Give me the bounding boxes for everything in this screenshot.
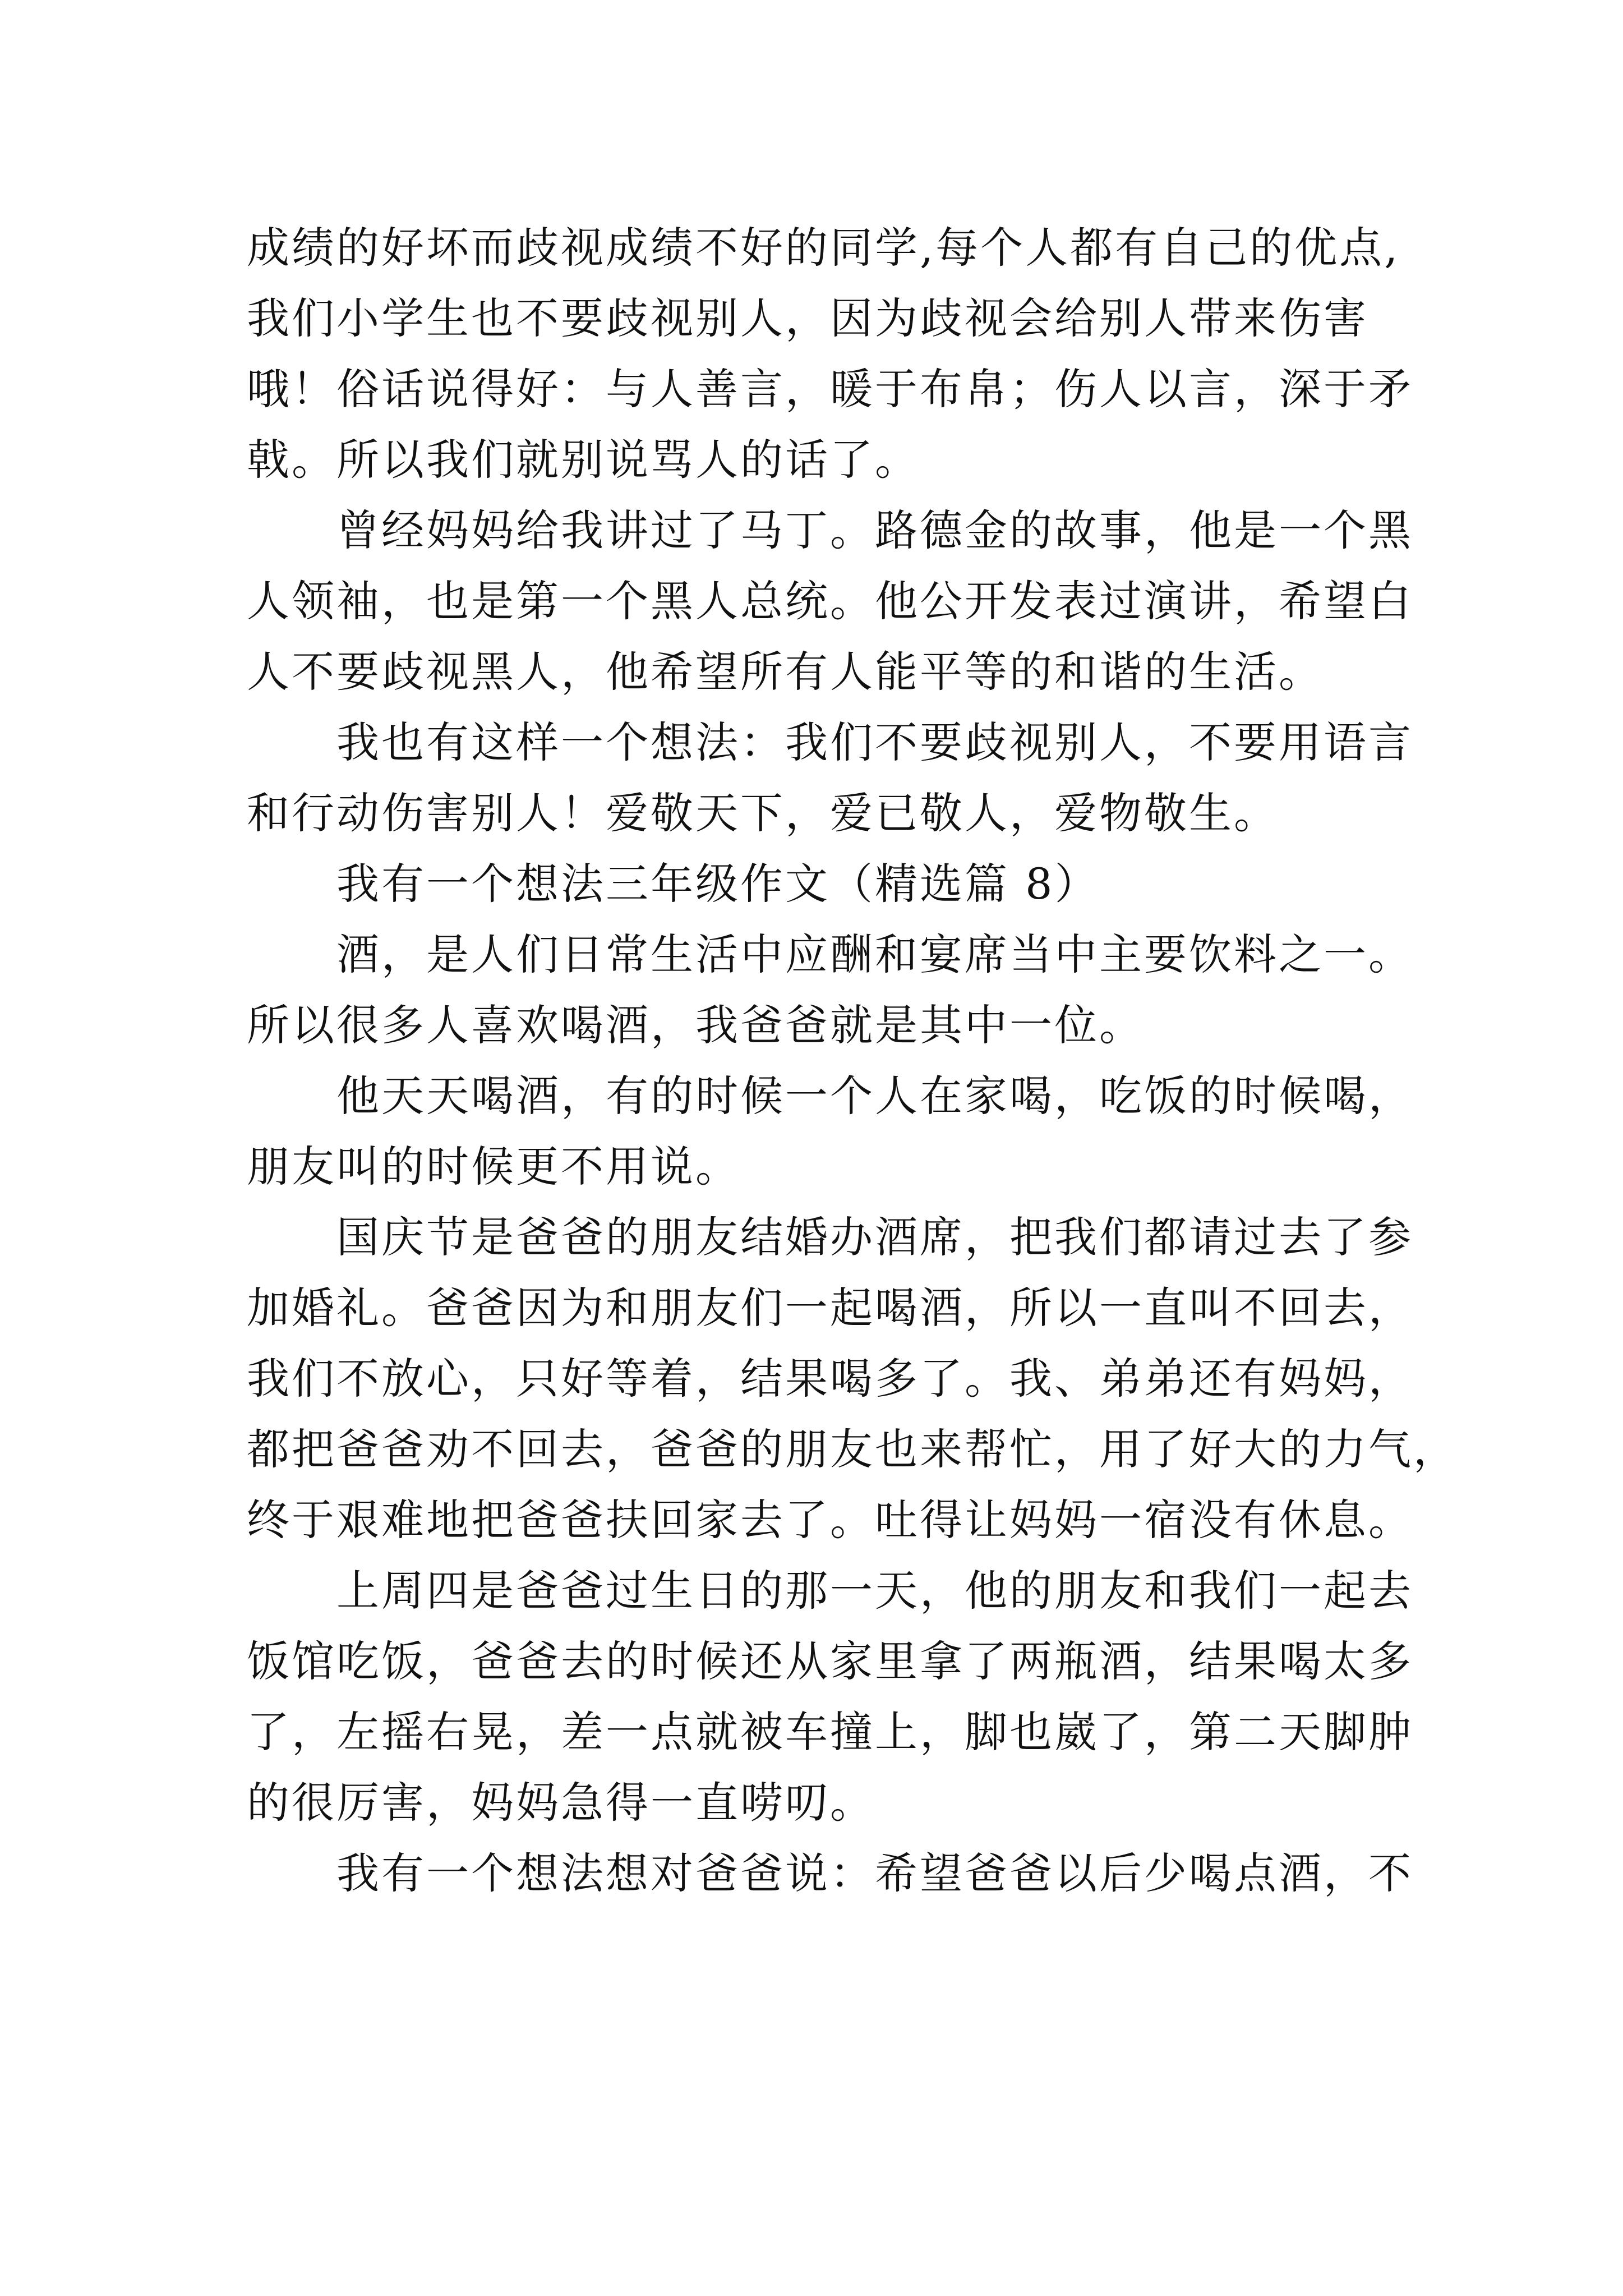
- paragraph-first-line: 上周四是爸爸过生日的那一天，他的朋友和我们一起去: [336, 1566, 1413, 1616]
- text-line: 了，左摇右晃，差一点就被车撞上，脚也崴了，第二天脚肿: [247, 1707, 1413, 1757]
- text-line: 人不要歧视黑人，他希望所有人能平等的和谐的生活。: [247, 647, 1324, 697]
- paragraph-first-line: 我有一个想法想对爸爸说：希望爸爸以后少喝点酒，不: [336, 1848, 1413, 1898]
- text-line: 终于艰难地把爸爸扶回家去了。吐得让妈妈一宿没有休息。: [247, 1495, 1413, 1545]
- text-line: 我们小学生也不要歧视别人，因为歧视会给别人带来伤害: [247, 293, 1368, 343]
- paragraph-first-line: 我也有这样一个想法：我们不要歧视别人，不要用语言: [336, 717, 1413, 767]
- paragraph-first-line: 他天天喝酒，有的时候一个人在家喝，吃饭的时候喝，: [336, 1071, 1413, 1121]
- text-line: 都把爸爸劝不回去，爸爸的朋友也来帮忙，用了好大的力气，: [247, 1424, 1458, 1474]
- text-line: 戟。所以我们就别说骂人的话了。: [247, 435, 920, 485]
- text-line: 的很厉害，妈妈急得一直唠叨。: [247, 1778, 875, 1828]
- text-line: 加婚礼。爸爸因为和朋友们一起喝酒，所以一直叫不回去，: [247, 1283, 1413, 1333]
- paragraph-first-line: 国庆节是爸爸的朋友结婚办酒席，把我们都请过去了参: [336, 1212, 1413, 1262]
- text-line: 人领袖，也是第一个黑人总统。他公开发表过演讲，希望白: [247, 576, 1413, 626]
- text-line: 和行动伤害别人！爱敬天下，爱已敬人，爱物敬生。: [247, 788, 1279, 838]
- text-line: 我们不放心，只好等着，结果喝多了。我、弟弟还有妈妈，: [247, 1354, 1413, 1404]
- text-line: 饭馆吃饭，爸爸去的时候还从家里拿了两瓶酒，结果喝太多: [247, 1636, 1413, 1686]
- text-line: 成绩的好坏而歧视成绩不好的同学,每个人都有自己的优点,: [247, 223, 1400, 273]
- text-line: 所以很多人喜欢喝酒，我爸爸就是其中一位。: [247, 1000, 1144, 1050]
- section-heading: 我有一个想法三年级作文（精选篇 8）: [336, 859, 1100, 909]
- text-line: 朋友叫的时候更不用说。: [247, 1142, 740, 1191]
- paragraph-first-line: 曾经妈妈给我讲过了马丁。路德金的故事，他是一个黑: [336, 505, 1413, 555]
- paragraph-first-line: 酒，是人们日常生活中应酬和宴席当中主要饮料之一。: [336, 930, 1413, 979]
- text-line: 哦！俗话说得好：与人善言，暖于布帛；伤人以言，深于矛: [247, 364, 1413, 414]
